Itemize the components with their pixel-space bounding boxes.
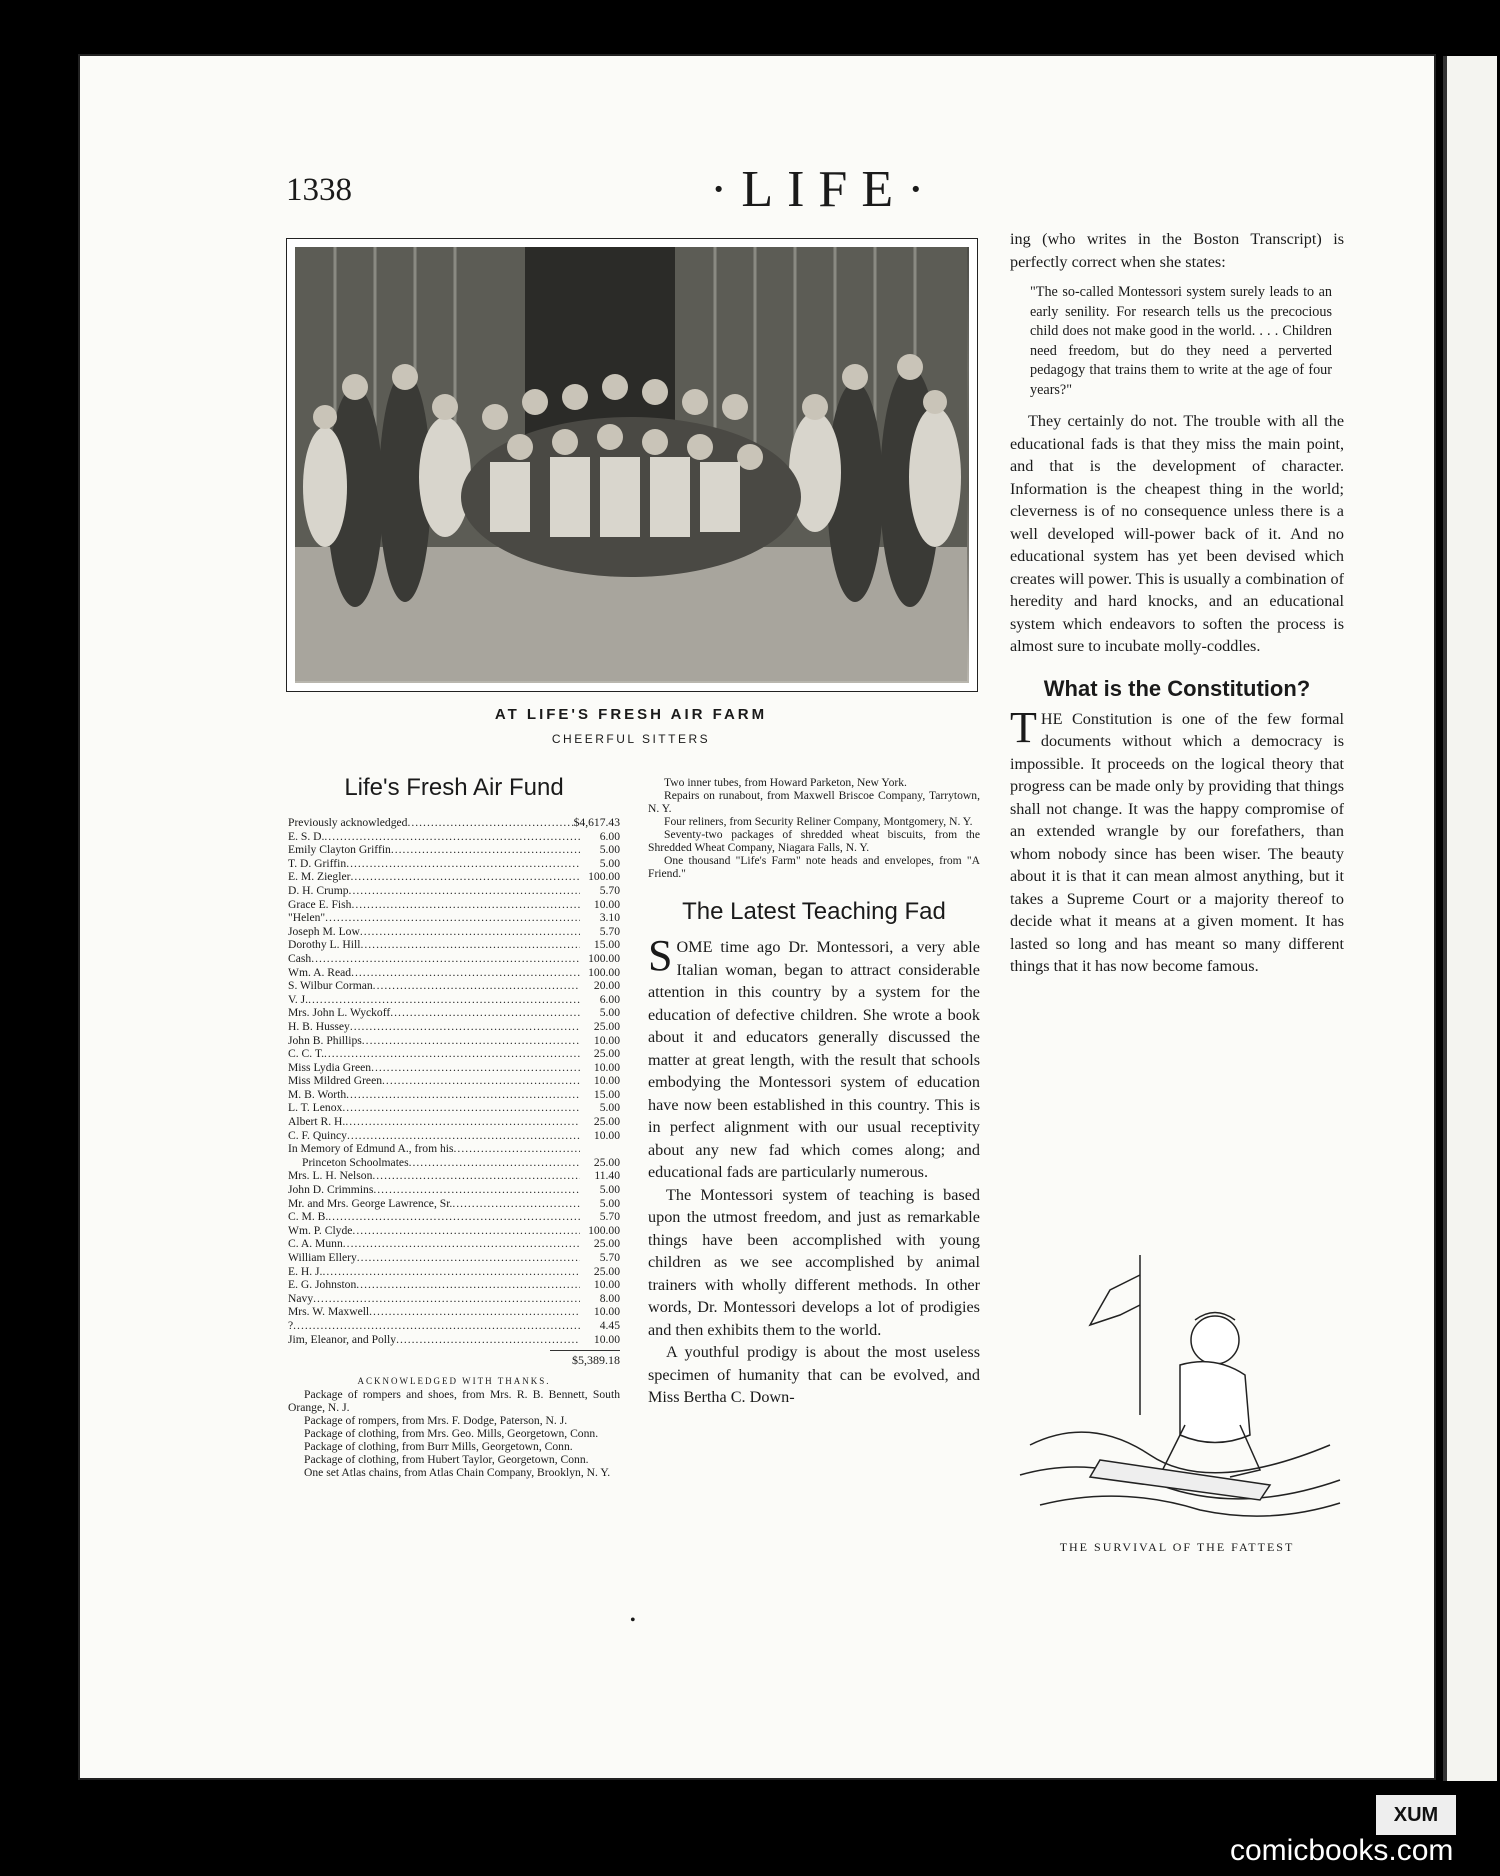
contribution-amount: 3.10 <box>599 911 620 925</box>
farm-photograph <box>286 238 978 692</box>
contribution-row <box>288 938 620 952</box>
leader-dots <box>362 1034 580 1048</box>
leader-dots <box>350 1020 580 1034</box>
contributor-name: In Memory of Edmund A., from his <box>288 1142 454 1156</box>
contributions-list <box>288 816 620 1346</box>
contribution-amount: 8.00 <box>599 1291 620 1305</box>
leader-dots <box>454 1142 580 1156</box>
contribution-amount: 25.00 <box>593 1115 620 1129</box>
leader-dots <box>407 816 573 830</box>
contributor-name: Grace E. Fish <box>288 897 352 911</box>
leader-dots <box>373 1183 580 1197</box>
contribution-amount: $4,617.43 <box>573 816 620 829</box>
contribution-amount: 5.70 <box>599 924 620 938</box>
contribution-amount: 15.00 <box>593 1087 620 1101</box>
leader-dots <box>409 1156 580 1170</box>
contributor-name: William Ellery <box>288 1251 357 1264</box>
article-body <box>648 931 980 1409</box>
right-column <box>1010 228 1344 978</box>
contribution-amount: 10.00 <box>593 1278 620 1292</box>
contribution-amount: 10.00 <box>593 1128 620 1142</box>
contributor-name: John D. Crimmins <box>288 1183 374 1197</box>
contribution-row <box>288 843 620 857</box>
contributor-name: C. M. B. <box>288 1210 329 1224</box>
contribution-row <box>288 952 620 966</box>
contribution-row <box>288 993 620 1007</box>
leader-dots <box>350 870 580 884</box>
contributor-name: E. M. Ziegler <box>288 870 351 884</box>
donated-goods-list <box>648 776 980 880</box>
leader-dots <box>293 1319 580 1333</box>
contribution-amount: 5.00 <box>599 856 620 870</box>
contributor-name: E. S. D. <box>288 829 325 843</box>
leader-dots <box>357 1251 580 1265</box>
contributor-name: L. T. Lenox <box>288 1101 343 1115</box>
contribution-row <box>288 1129 620 1143</box>
contribution-row <box>288 1142 620 1156</box>
contributor-name: Jim, Eleanor, and Polly <box>288 1332 397 1346</box>
page-ornament: • <box>630 1612 636 1629</box>
contribution-amount: 10.00 <box>593 1305 620 1319</box>
article-first-paragraph: SOME time ago Dr. Montessori, a very able Italian woman, began to attract considerable attention in this country by a system for the education of defective children. She wrote a book about it and educators generally discussed the matter at great length, with the result that schools embodying the Montessori system of education have now been established in this country. This is in perfect alignment with our usual receptivity about any new fad which comes along; and educational fads are particularly numerous. <box>648 931 980 1181</box>
contribution-row <box>288 1169 620 1183</box>
leader-dots <box>313 1292 580 1306</box>
photo-subcaption: CHEERFUL SITTERS <box>551 732 711 746</box>
contributor-name: Mr. and Mrs. George Lawrence, Sr. <box>288 1196 453 1210</box>
contribution-row <box>288 1088 620 1102</box>
contributor-name: ? <box>288 1318 294 1332</box>
contribution-row <box>288 1305 620 1319</box>
contribution-row <box>288 966 620 980</box>
contribution-amount: 5.00 <box>599 843 620 857</box>
contribution-amount: 25.00 <box>593 1019 620 1033</box>
leader-dots <box>356 1278 580 1292</box>
contribution-row <box>288 1074 620 1088</box>
leader-dots <box>346 1088 580 1102</box>
leader-dots <box>371 1061 580 1075</box>
contribution-amount: 100.00 <box>588 951 620 965</box>
contribution-row <box>288 1020 620 1034</box>
contribution-row <box>288 1278 620 1292</box>
leader-dots <box>311 952 580 966</box>
contribution-row <box>288 911 620 925</box>
contributor-name: T. D. Griffin <box>288 856 347 870</box>
article-continuation: ing (who writes in the Boston Transcript) is perfectly correct when she states: <box>1010 230 1344 271</box>
contributor-name: H. B. Hussey <box>288 1019 350 1033</box>
drop-cap: S <box>648 931 673 980</box>
contribution-amount: 11.40 <box>594 1169 620 1183</box>
leader-dots <box>360 925 580 939</box>
contribution-amount: 25.00 <box>593 1237 620 1251</box>
acknowledged-heading: ACKNOWLEDGED WITH THANKS. <box>357 1376 551 1387</box>
contribution-row <box>288 1047 620 1061</box>
contribution-amount: 10.00 <box>593 1074 620 1088</box>
contributor-name: E. H. J. <box>288 1264 323 1278</box>
contribution-amount: 100.00 <box>588 965 620 979</box>
contribution-row <box>288 1319 620 1333</box>
contribution-amount: 5.00 <box>599 1196 620 1210</box>
acknowledged-item: Package of clothing, from Mrs. Geo. Mills, Georgetown, Conn. <box>304 1427 599 1441</box>
fresh-air-fund-column <box>288 774 620 1479</box>
leader-dots <box>373 979 580 993</box>
contributor-name: Cash <box>288 951 312 965</box>
leader-dots <box>347 1129 580 1143</box>
contribution-amount: 25.00 <box>593 1047 620 1061</box>
leader-dots <box>322 1265 580 1279</box>
contributor-name: C. C. T. <box>288 1047 324 1061</box>
leader-dots <box>324 830 580 844</box>
contributor-name: Miss Mildred Green <box>288 1074 383 1088</box>
leader-dots <box>396 1333 580 1347</box>
contribution-row <box>288 1237 620 1251</box>
acknowledged-list <box>288 1388 620 1479</box>
contributor-name: "Helen" <box>288 911 326 925</box>
contributor-name: John B. Phillips <box>288 1033 362 1047</box>
article-paragraph: They certainly do not. The trouble with all the educational fads is that they miss the main point, and that is the development of character. Information is the cheapest thing in the world; cleverness is of no consequence unless there is a well developed will-power back of it. And no educational system has yet been devised which creates will power. This is usually a combination of heredity and hard knocks, and an educational system which endeavors to soften the process is almost sure to incubate molly-coddles. <box>1010 412 1344 655</box>
constitution-body: THE Constitution is one of the few formal documents without which a democracy is impossible. It proceeds on the logical theory that progress can be made only by providing that things shall not change. It was the happy compromise of an extended wrangle by our forefathers, than whom nobody since has been wiser. The beauty about it is that it can mean almost anything, but it takes a Supreme Court or a majority thereof to decide what it means at a given moment. It has lasted so long and has meant so many different things that it has now become famous. <box>1010 702 1344 975</box>
contributor-name: Wm. P. Clyde <box>288 1223 353 1237</box>
leader-dots <box>352 1224 580 1238</box>
contribution-row <box>288 870 620 884</box>
contributor-name: Emily Clayton Griffin <box>288 843 391 857</box>
page-number: 1338 <box>286 172 352 208</box>
contribution-row <box>288 1333 620 1347</box>
cartoon-caption: THE SURVIVAL OF THE FATTEST <box>1059 1540 1295 1554</box>
leader-dots <box>328 1210 580 1224</box>
leader-dots <box>372 1169 580 1183</box>
contributor-name: M. B. Worth <box>288 1087 347 1101</box>
article-title: The Latest Teaching Fad <box>682 898 946 925</box>
contribution-row <box>288 857 620 871</box>
leader-dots <box>351 966 580 980</box>
contribution-amount: 100.00 <box>588 1223 620 1237</box>
contribution-row <box>288 816 620 830</box>
contributor-name: Joseph M. Low <box>288 924 360 938</box>
contribution-amount: 4.45 <box>599 1318 620 1332</box>
contribution-row <box>288 1061 620 1075</box>
contributor-name: Miss Lydia Green <box>288 1060 372 1074</box>
leader-dots <box>349 884 580 898</box>
contributor-name: Wm. A. Read <box>288 965 352 979</box>
acknowledged-item: Package of rompers and shoes, from Mrs. R. B. Bennett, South Orange, N. J. <box>288 1388 620 1415</box>
contribution-amount: 5.00 <box>599 1101 620 1115</box>
contribution-row <box>288 925 620 939</box>
contribution-amount: 10.00 <box>593 1033 620 1047</box>
contribution-amount: 6.00 <box>599 829 620 843</box>
contribution-row <box>288 898 620 912</box>
contributor-name: Mrs. L. H. Nelson <box>288 1169 373 1183</box>
contribution-row <box>288 1210 620 1224</box>
contributor-name: Previously acknowledged <box>288 816 408 829</box>
contribution-row <box>288 1265 620 1279</box>
site-watermark: comicbooks.com <box>1230 1834 1454 1867</box>
contribution-amount: 5.70 <box>599 883 620 897</box>
contribution-row <box>288 1251 620 1265</box>
donation-note: Repairs on runabout, from Maxwell Briscoe Company, Tarrytown, N. Y. <box>648 789 980 815</box>
donation-note: Four reliners, from Security Reliner Company, Montgomery, N. Y. <box>664 815 973 828</box>
article-paragraph: The Montessori system of teaching is based upon the utmost freedom, and just as remarkable things have been accomplished with young children as we see accomplished by animal trainers with wholly different methods. In other words, Dr. Montessori develops a lot of prodigies and then exhibits them to the world. <box>648 1185 980 1339</box>
acknowledged-item: One set Atlas chains, from Atlas Chain Company, Brooklyn, N. Y. <box>304 1466 611 1480</box>
contribution-row <box>288 830 620 844</box>
masthead-title: ·LIFE· <box>710 161 939 218</box>
contribution-amount: 10.00 <box>593 1060 620 1074</box>
article-paragraph: A youthful prodigy is about the most useless specimen of humanity that can be evolved, and Miss Bertha C. Down- <box>648 1343 980 1406</box>
contributor-name: Albert R. H. <box>288 1115 346 1129</box>
donation-note: Two inner tubes, from Howard Parketon, New York. <box>664 776 907 789</box>
contribution-row <box>288 1115 620 1129</box>
middle-column <box>648 776 980 1409</box>
leader-dots <box>390 1006 580 1020</box>
leader-dots <box>346 857 580 871</box>
contributor-name: S. Wilbur Corman <box>288 979 373 993</box>
contributor-name: Navy <box>288 1291 314 1305</box>
contribution-row <box>288 1156 620 1170</box>
contribution-row <box>288 1101 620 1115</box>
contribution-amount: 6.00 <box>599 992 620 1006</box>
contributor-name: Princeton Schoolmates <box>302 1155 409 1169</box>
contribution-amount <box>580 1142 620 1156</box>
contributor-name: C. A. Munn <box>288 1237 343 1251</box>
contribution-amount: 25.00 <box>593 1264 620 1278</box>
block-quote: "The so-called Montessori system surely leads to an early senility. For research tells us the precocious child does not make good in the world. . . . Children need freedom, but do they need a perverted pedagogy that trains them to write at the age of four years?" <box>1030 284 1332 398</box>
contribution-row <box>288 884 620 898</box>
leader-dots <box>360 938 580 952</box>
drop-cap: T <box>1010 702 1037 752</box>
children-group-image <box>295 247 967 681</box>
leader-dots <box>452 1197 580 1211</box>
leader-dots <box>342 1101 580 1115</box>
leader-dots <box>325 911 580 925</box>
contribution-amount: 10.00 <box>593 1332 620 1346</box>
donation-note: Seventy-two packages of shredded wheat biscuits, from the Shredded Wheat Company, Niagara Falls, N. Y. <box>648 828 980 854</box>
contributor-name: Mrs. W. Maxwell <box>288 1305 370 1319</box>
leader-dots <box>345 1115 580 1129</box>
leader-dots <box>308 993 580 1007</box>
contribution-amount: 5.70 <box>599 1210 620 1224</box>
contributor-name: Mrs. John L. Wyckoff <box>288 1006 391 1020</box>
fund-title: Life's Fresh Air Fund <box>344 774 564 801</box>
contribution-amount: 25.00 <box>593 1155 620 1169</box>
leader-dots <box>382 1074 580 1088</box>
contributor-name: Dorothy L. Hill <box>288 938 361 952</box>
contributor-name: E. G. Johnston <box>288 1278 357 1292</box>
contribution-row <box>288 1034 620 1048</box>
leader-dots <box>351 898 580 912</box>
contribution-row <box>288 1197 620 1211</box>
contributor-name: V. J. <box>288 992 309 1006</box>
contributor-name: C. F. Quincy <box>288 1128 347 1142</box>
acknowledged-item: Package of clothing, from Burr Mills, Georgetown, Conn. <box>304 1440 573 1454</box>
next-page-edge <box>1443 56 1497 1781</box>
contribution-row <box>288 1006 620 1020</box>
photo-caption: AT LIFE'S FRESH AIR FARM <box>494 706 768 723</box>
contribution-amount: 5.70 <box>599 1251 620 1264</box>
contribution-row <box>288 1224 620 1238</box>
contribution-amount: 15.00 <box>593 938 620 952</box>
contribution-amount: 10.00 <box>593 897 620 911</box>
leader-dots <box>343 1237 580 1251</box>
contributor-name: D. H. Crump <box>288 883 349 897</box>
constitution-title: What is the Constitution? <box>1043 675 1311 701</box>
fund-total: $5,389.18 <box>550 1350 620 1368</box>
leader-dots <box>369 1305 580 1319</box>
acknowledged-item: Package of rompers, from Mrs. F. Dodge, Paterson, N. J. <box>304 1414 568 1428</box>
contribution-row <box>288 979 620 993</box>
contribution-amount: 5.00 <box>599 1006 620 1020</box>
contribution-row <box>288 1292 620 1306</box>
cartoon-illustration <box>1010 1245 1344 1525</box>
contribution-row <box>288 1183 620 1197</box>
archive-stamp: XUM <box>1376 1795 1456 1835</box>
leader-dots <box>324 1047 580 1061</box>
leader-dots <box>391 843 580 857</box>
contribution-amount: 100.00 <box>588 870 620 884</box>
contribution-amount: 5.00 <box>599 1183 620 1197</box>
acknowledged-item: Package of clothing, from Hubert Taylor, Georgetown, Conn. <box>304 1453 589 1467</box>
donation-note: One thousand "Life's Farm" note heads and envelopes, from "A Friend." <box>648 854 980 880</box>
contribution-amount: 20.00 <box>593 979 620 993</box>
